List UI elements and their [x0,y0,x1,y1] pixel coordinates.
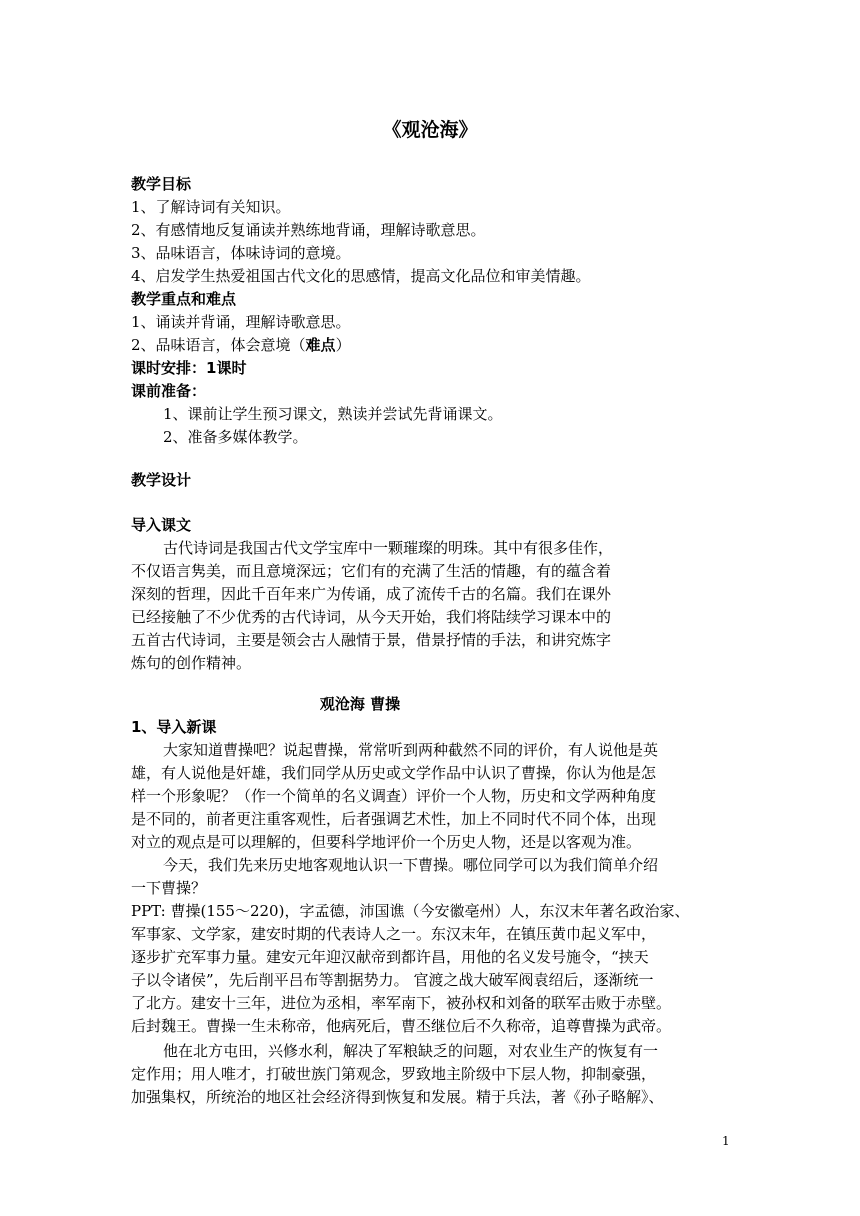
ppt-line: 子以令诸侯”，先后削平吕布等割据势力。 官渡之战大破军阀袁绍后，逐渐统一 [131,971,654,989]
ppt-line: 后封魏王。曹操一生未称帝，他病死后，曹丕继位后不久称帝，追尊曹操为武帝。 [131,1017,672,1035]
para-line: 是不同的，前者更注重客观性，后者强调艺术性，加上不同时代不同个体，出现 [131,810,657,828]
intro-line: 不仅语言隽美，而且意境深远；它们有的充满了生活的情趣，有的蕴含着 [131,562,612,580]
design-heading: 教学设计 [131,471,192,489]
difficulty-label: 难点 [305,336,336,354]
intro-line: 炼句的创作精神。 [131,654,252,672]
intro-line: 已经接触了不少优秀的古代诗词，从今天开始，我们将陆续学习课本中的 [131,608,612,626]
objective-item: 2、有感情地反复诵读并熟练地背诵，理解诗歌意思。 [131,221,486,239]
para-line: 样一个形象呢？（作一个简单的名义调查）评价一个人物，历史和文学两种角度 [131,787,657,805]
key-point-paren: ） [335,336,351,354]
ppt-line: 了北方。建安十三年，进位为丞相，率军南下，被孙权和刘备的联军击败于赤壁。 [131,994,672,1012]
prep-item: 1、课前让学生预习课文，熟读并尝试先背诵课文。 [163,405,503,423]
prep-item: 2、准备多媒体教学。 [163,428,308,446]
objective-item: 1、了解诗词有关知识。 [131,198,291,216]
para-line: 他在北方屯田，兴修水利，解决了军粮缺乏的问题，对农业生产的恢复有一 [163,1042,659,1060]
intro-line: 深刻的哲理，因此千百年来广为传诵，成了流传千古的名篇。我们在课外 [131,585,612,603]
key-point-item: 1、诵读并背诵，理解诗歌意思。 [131,313,351,331]
objective-item: 4、启发学生热爱祖国古代文化的思感情，提高文化品位和审美情趣。 [131,267,591,285]
para-line: 定作用；用人唯才，打破世族门第观念，罗致地主阶级中下层人物，抑制豪强， [131,1065,657,1083]
para-line: 一下曹操？ [131,879,207,897]
para-line: 对立的观点是可以理解的，但要科学地评价一个历史人物，还是以客观为准。 [131,833,642,851]
para-line: 加强集权，所统治的地区社会经济得到恢复和发展。精于兵法，著《孙子略解》、 [131,1088,664,1106]
key-point-item [131,333,351,357]
intro-line: 五首古代诗词，主要是领会古人融情于景，借景抒情的手法，和讲究炼字 [131,631,612,649]
document-title: 《观沧海》 [382,119,478,141]
ppt-line: PPT: 曹操(155～220)，字孟德，沛国谯（今安徽亳州）人，东汉末年著名政治家、 [131,902,690,920]
para-line: 大家知道曹操吧？说起曹操，常常听到两种截然不同的评价，有人说他是英 [163,741,659,759]
ppt-line: 军事家、文学家，建安时期的代表诗人之一。东汉末年，在镇压黄巾起义军中， [131,925,657,943]
key-points-heading: 教学重点和难点 [131,290,237,308]
objectives-heading: 教学目标 [131,175,192,193]
ppt-line: 逐步扩充军事力量。建安元年迎汉献帝到都许昌，用他的名义发号施令，“挟天 [131,948,649,966]
key-point-text: 2、品味语言，体会意境（ [131,336,306,354]
prep-heading: 课前准备： [131,382,207,400]
intro-heading: 导入课文 [131,516,192,534]
para-line: 今天，我们先来历史地客观地认识一下曹操。哪位同学可以为我们简单介绍 [163,856,659,874]
objective-item: 3、品味语言，体味诗词的意境。 [131,244,351,262]
intro-line: 古代诗词是我国古代文学宝库中一颗璀璨的明珠。其中有很多佳作， [163,539,614,557]
para-line: 雄，有人说他是奸雄，我们同学从历史或文学作品中认识了曹操，你认为他是怎 [131,764,657,782]
section1-heading: 1、导入新课 [131,718,217,736]
page-number: 1 [722,1134,730,1148]
poem-heading: 观沧海 曹操 [319,695,401,713]
schedule-line: 课时安排：1课时 [131,359,247,377]
